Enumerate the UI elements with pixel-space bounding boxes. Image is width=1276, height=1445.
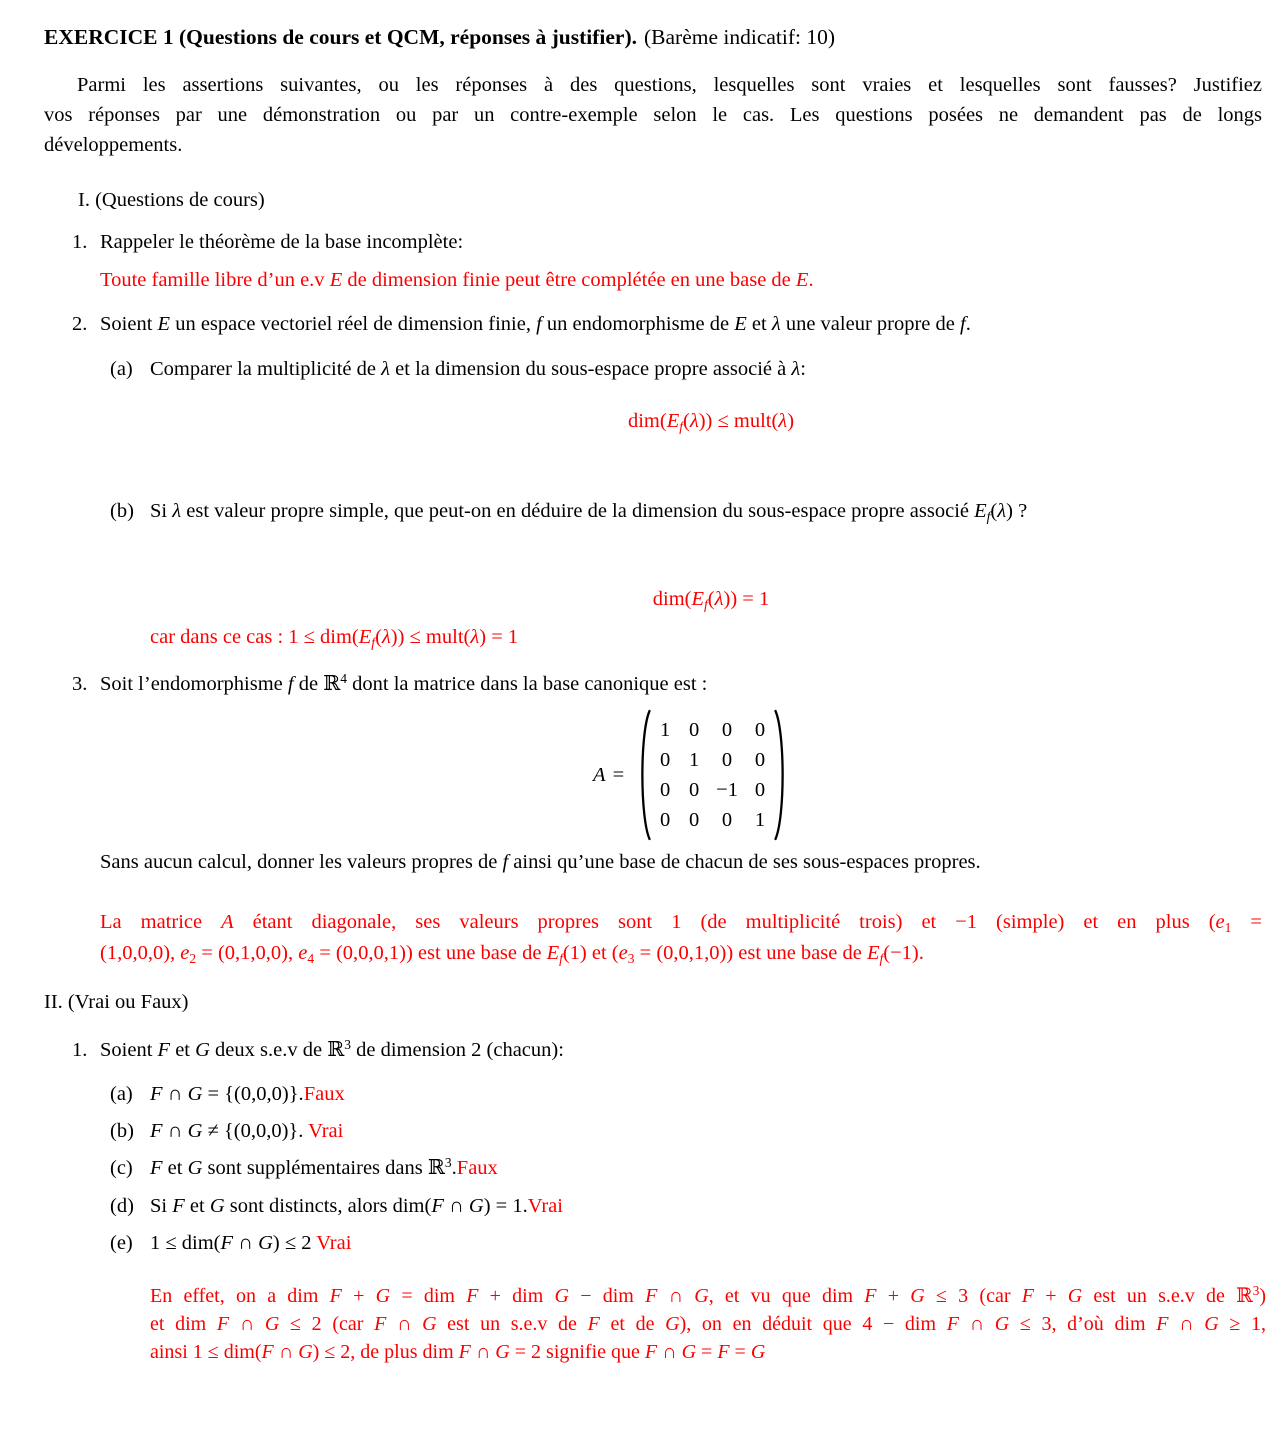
question-3-text: Soit l’endomorphisme f de ℝ$^4$ dont la matrice dans la base canonique est : bbox=[100, 670, 708, 695]
vf-item-e-verdict: Vrai bbox=[316, 1232, 352, 1254]
matrix-cell: 0 bbox=[754, 719, 766, 741]
matrix-grid bbox=[651, 715, 774, 835]
intro-line-1: Parmi les assertions suivantes, ou les réponses à des questions, lesquelles sont vraies et lesquelles sont fausses? Justifiez bbox=[77, 74, 1262, 96]
matrix-cell: 1 bbox=[689, 749, 700, 771]
vf-item-b-label: (b) bbox=[110, 1120, 134, 1142]
vf-item-d-verdict: Vrai bbox=[527, 1195, 563, 1217]
vf-justification-line-1: En effet, on a dim F + G = dim F + dim G − dim F ∩ G, et vu que dim F + G ≤ 3 (car F + G est un s.e.v de ℝ$^3$) bbox=[150, 1283, 1266, 1307]
exercise-title: EXERCICE 1 (Questions de cours et QCM, réponses à justifier). bbox=[44, 25, 638, 49]
question-2a-label: (a) bbox=[110, 358, 133, 380]
matrix-cell: 0 bbox=[660, 749, 671, 771]
matrix-equation bbox=[120, 702, 1262, 848]
section-2-heading: II. (Vrai ou Faux) bbox=[44, 991, 189, 1013]
vf-item-b-verdict: Vrai bbox=[308, 1120, 344, 1142]
question-1-text: Rappeler le théorème de la base incomplète: bbox=[100, 231, 464, 253]
vf-justification-line-2: et dim F ∩ G ≤ 2 (car F ∩ G est un s.e.v de F et de G), on en déduit que 4 − dim F ∩ G ≤ 3, d’où dim F ∩ G ≥ 1, bbox=[150, 1313, 1267, 1335]
section-2-question-1-label: 1. bbox=[72, 1039, 88, 1061]
grading-note: (Barème indicatif: 10) bbox=[644, 25, 836, 49]
vf-item-c-verdict: Faux bbox=[456, 1157, 498, 1179]
vf-justification-line-3: ainsi 1 ≤ dim(F ∩ G) ≤ 2, de plus dim F ∩ G = 2 signifie que F ∩ G = F = G bbox=[150, 1341, 766, 1363]
vf-item-e-statement: 1 ≤ dim(F ∩ G) ≤ 2 bbox=[150, 1232, 317, 1254]
matrix-cell: 0 bbox=[689, 719, 700, 741]
section-1-heading: I. (Questions de cours) bbox=[78, 189, 265, 211]
matrix-left-paren bbox=[636, 709, 651, 841]
question-2a bbox=[110, 354, 806, 384]
vf-item-e bbox=[110, 1228, 351, 1258]
question-2b-text: Si λ est valeur propre simple, que peut-on en déduire de la dimension du sous-espace propre associé $E_f(\lambda)$ ? bbox=[150, 500, 1028, 524]
vf-item-c-statement: F et G sont supplémentaires dans ℝ$^3$. bbox=[150, 1154, 457, 1179]
vf-item-d-statement: Si F et G sont distincts, alors dim(F ∩ G) = 1. bbox=[150, 1195, 528, 1217]
question-2a-text: Comparer la multiplicité de λ et la dimension du sous-espace propre associé à λ: bbox=[150, 358, 806, 380]
vf-item-d bbox=[110, 1191, 563, 1221]
matrix-equals-sign: = bbox=[612, 764, 625, 786]
matrix-variable: A bbox=[593, 764, 606, 786]
question-3-label: 3. bbox=[72, 673, 88, 695]
equation-dim-leq-mult: $dim(E_f(\lambda))$ ≤ mult(λ) bbox=[627, 410, 795, 434]
vf-item-b bbox=[110, 1116, 343, 1146]
question-2-text: Soient E un espace vectoriel réel de dimension finie, f un endomorphisme de E et λ une valeur propre de f. bbox=[100, 313, 971, 335]
question-1 bbox=[72, 227, 463, 257]
matrix-cell: 0 bbox=[721, 719, 733, 741]
vf-item-c bbox=[110, 1153, 498, 1183]
matrix-cell: 0 bbox=[754, 749, 766, 771]
vf-item-e-label: (e) bbox=[110, 1232, 133, 1254]
question-2-label: 2. bbox=[72, 313, 88, 335]
question-2b bbox=[110, 496, 1027, 526]
matrix-cell: −1 bbox=[716, 779, 738, 801]
matrix-cell: 0 bbox=[754, 779, 766, 801]
question-1-answer: Toute famille libre d’un e.v E de dimension finie peut être complétée en une base de E. bbox=[100, 269, 814, 291]
matrix-cell: 0 bbox=[721, 809, 733, 831]
vf-item-a bbox=[110, 1079, 345, 1109]
matrix-cell: 1 bbox=[754, 809, 766, 831]
matrix-cell: 0 bbox=[689, 779, 700, 801]
vf-item-b-statement: F ∩ G ≠ {(0,0,0)}. bbox=[150, 1120, 309, 1142]
question-2b-justification: car dans ce cas : $1 \le dim(E_f(\lambda))$ ≤ mult(λ) = 1 bbox=[150, 626, 519, 650]
vf-item-a-statement: F ∩ G = {(0,0,0)}. bbox=[150, 1083, 304, 1105]
vf-item-a-label: (a) bbox=[110, 1083, 133, 1105]
intro-line-3: développements. bbox=[44, 134, 183, 156]
question-3-answer-line-1: La matrice A étant diagonale, ses valeurs propres sont 1 (de multiplicité trois) et −1 (simple) et en plus ($e_1$ = bbox=[100, 911, 1262, 935]
section-2-question-1-text: Soient F et G deux s.e.v de ℝ$^3$ de dimension 2 (chacun): bbox=[100, 1036, 564, 1061]
matrix-cell: 0 bbox=[721, 749, 733, 771]
vf-item-d-label: (d) bbox=[110, 1195, 134, 1217]
question-3-prompt: Sans aucun calcul, donner les valeurs propres de f ainsi qu’une base de chacun de ses sous-espaces propres. bbox=[100, 851, 981, 873]
question-3 bbox=[72, 669, 707, 699]
intro-line-2: vos réponses par une démonstration ou par un contre-exemple selon le cas. Les questions posées ne demandent pas de longs bbox=[44, 104, 1262, 126]
question-2b-label: (b) bbox=[110, 500, 134, 522]
question-1-label: 1. bbox=[72, 231, 88, 253]
section-2-question-1 bbox=[72, 1035, 564, 1065]
matrix-right-paren bbox=[774, 709, 789, 841]
vf-item-a-verdict: Faux bbox=[303, 1083, 345, 1105]
matrix-cell: 1 bbox=[660, 719, 671, 741]
matrix-cell: 0 bbox=[660, 779, 671, 801]
question-2 bbox=[72, 309, 971, 339]
equation-dim-eq-1: $dim(E_f(\lambda)) = 1$ bbox=[652, 588, 770, 612]
matrix-cell: 0 bbox=[689, 809, 700, 831]
matrix-cell: 0 bbox=[660, 809, 671, 831]
vf-item-c-label: (c) bbox=[110, 1157, 133, 1179]
question-3-answer-line-2: (1,0,0,0), $e_2 = (0,1,0,0)$, $e_4 = (0,0,0,1)$) est une base de $E_f(1)$ et $(e_3 = (0,0,1,0))$ est une base de $E_f(-1)$. bbox=[100, 942, 924, 966]
page-title bbox=[44, 22, 835, 52]
